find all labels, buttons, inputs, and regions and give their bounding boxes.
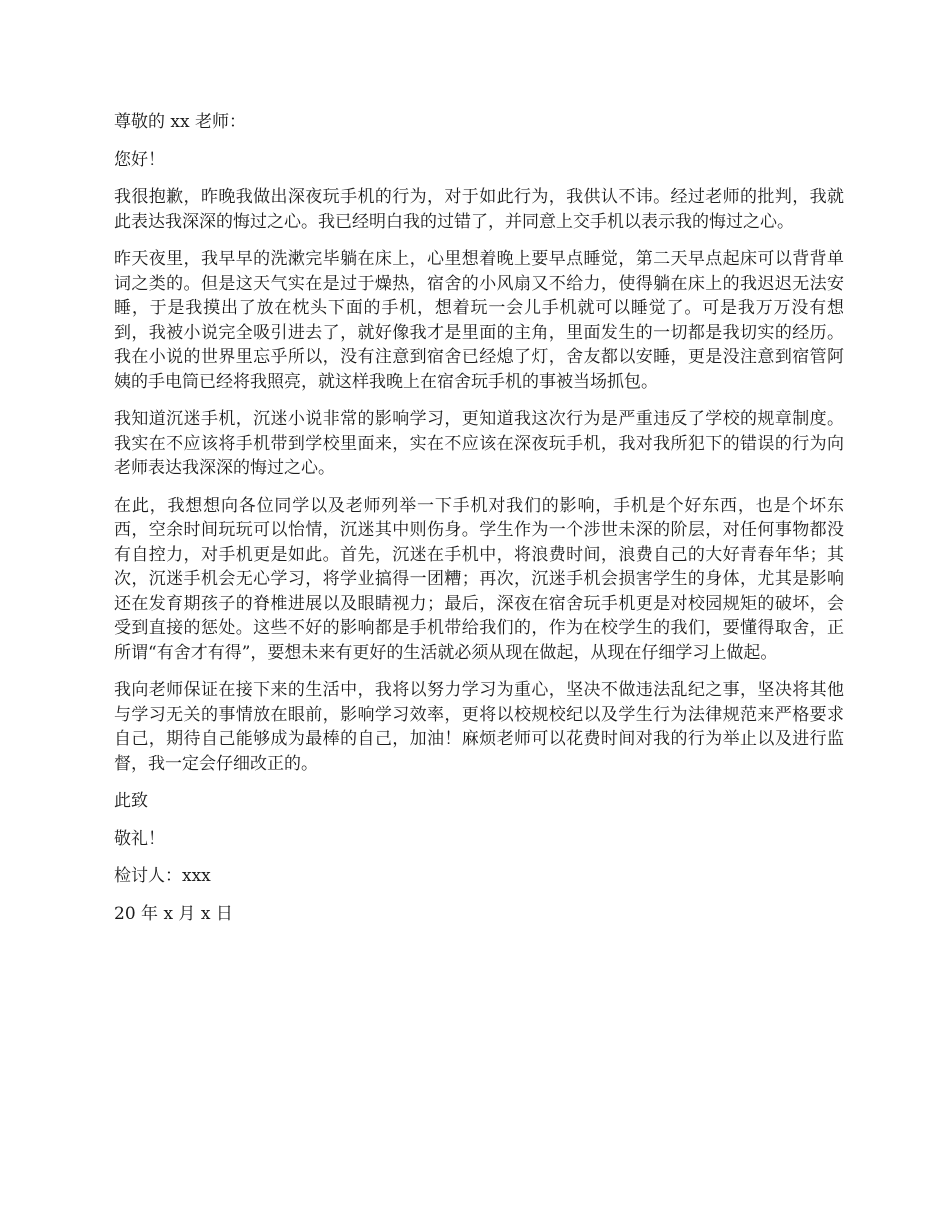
body-paragraph: 我知道沉迷手机，沉迷小说非常的影响学习，更知道我这次行为是严重违反了学校的规章制度。我实在不应该将手机带到学校里面来，实在不应该在深夜玩手机，我对我所犯下的错误的行为向老师表达我深深的悔过之心。	[114, 409, 844, 478]
signature: 检讨人：xxx	[114, 866, 211, 886]
body-paragraph: 在此，我想想向各位同学以及老师列举一下手机对我们的影响，手机是个好东西，也是个坏东西，空余时间玩玩可以怡情，沉迷其中则伤身。学生作为一个涉世未深的阶层，对任何事物都没有自控力，对手机更是如此。首先，沉迷在手机中，将浪费时间，浪费自己的大好青春年华；其次，沉迷手机会无心学习，将学业搞得一团糟；再次，沉迷手机会损害学生的身体，尤其是影响还在发育期孩子的脊椎进展以及眼睛视力；最后，深夜在宿舍玩手机更是对校园规矩的破坏，会受到直接的惩处。这些不好的影响都是手机带给我们的，作为在校学生的我们，要懂得取舍，正所谓“有舍才有得”，要想未来有更好的生活就必须从现在做起，从现在仔细学习上做起。	[114, 495, 844, 663]
greeting: 您好！	[114, 149, 165, 170]
body-paragraph: 我向老师保证在接下来的生活中，我将以努力学习为重心，坚决不做违法乱纪之事，坚决将其他与学习无关的事情放在眼前，影响学习效率，更将以校规校纪以及学生行为法律规范来严格要求自己，期待自己能够成为最棒的自己，加油！麻烦老师可以花费时间对我的行为举止以及进行监督，我一定会仔细改正的。	[114, 680, 844, 774]
closing-regards: 敬礼！	[114, 828, 165, 849]
body-paragraph: 昨天夜里，我早早的洗漱完毕躺在床上，心里想着晚上要早点睡觉，第二天早点起床可以背背单词之类的。但是这天气实在是过于燥热，宿舍的小风扇又不给力，使得躺在床上的我迟迟无法安睡，于是我摸出了放在枕头下面的手机，想着玩一会儿手机就可以睡觉了。可是我万万没有想到，我被小说完全吸引进去了，就好像我才是里面的主角，里面发生的一切都是我切实的经历。我在小说的世界里忘乎所以，没有注意到宿舍已经熄了灯，舍友都以安睡，更是没注意到宿管阿姨的手电筒已经将我照亮，就这样我晚上在宿舍玩手机的事被当场抓包。	[114, 249, 844, 392]
letter-document	[114, 110, 844, 939]
body-paragraph: 我很抱歉，昨晚我做出深夜玩手机的行为，对于如此行为，我供认不讳。经过老师的批判，我就此表达我深深的悔过之心。我已经明白我的过错了，并同意上交手机以表示我的悔过之心。	[114, 187, 844, 232]
closing-line: 此致	[114, 791, 148, 811]
salutation: 尊敬的 xx 老师：	[114, 112, 246, 132]
date: 20 年 x 月 x 日	[114, 903, 233, 924]
